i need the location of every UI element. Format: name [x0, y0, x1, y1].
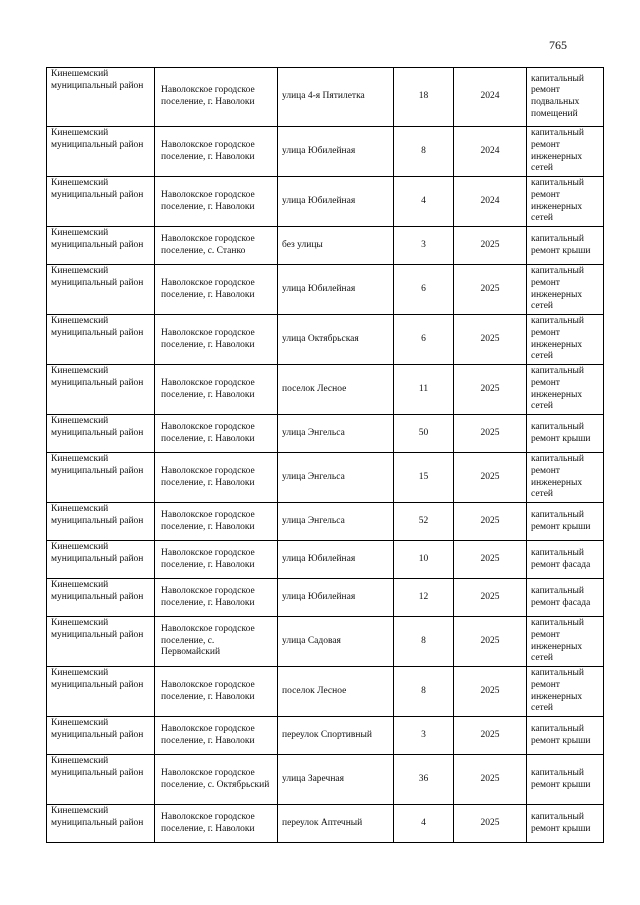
street-cell: улица Октябрьская	[278, 315, 394, 365]
settlement-cell: Наволокское городское поселение, с. Октябрьский	[155, 755, 278, 805]
street-cell: улица Юбилейная	[278, 177, 394, 227]
settlement-cell: Наволокское городское поселение, г. Наволоки	[155, 415, 278, 453]
work-type-cell: капитальный ремонт инженерных сетей	[527, 127, 604, 177]
settlement-cell: Наволокское городское поселение, г. Наволоки	[155, 667, 278, 717]
table-row	[47, 579, 604, 617]
work-type-cell: капитальный ремонт подвальных помещений	[527, 68, 604, 127]
work-type-cell: капитальный ремонт крыши	[527, 227, 604, 265]
settlement-cell: Наволокское городское поселение, г. Наволоки	[155, 315, 278, 365]
table-row	[47, 315, 604, 365]
settlement-cell: Наволокское городское поселение, г. Наволоки	[155, 177, 278, 227]
table-row	[47, 365, 604, 415]
year-cell: 2025	[454, 315, 527, 365]
settlement-cell: Наволокское городское поселение, с. Станко	[155, 227, 278, 265]
house-number-cell: 4	[394, 177, 454, 227]
year-cell: 2024	[454, 68, 527, 127]
work-type-cell: капитальный ремонт инженерных сетей	[527, 177, 604, 227]
settlement-cell: Наволокское городское поселение, г. Наволоки	[155, 127, 278, 177]
year-cell: 2025	[454, 717, 527, 755]
street-cell: улица Энгельса	[278, 453, 394, 503]
street-cell: улица Юбилейная	[278, 541, 394, 579]
settlement-cell: Наволокское городское поселение, г. Наволоки	[155, 579, 278, 617]
year-cell: 2025	[454, 227, 527, 265]
table-row	[47, 265, 604, 315]
district-cell: Кинешемский муниципальный район	[47, 755, 155, 805]
table-row	[47, 617, 604, 667]
year-cell: 2025	[454, 365, 527, 415]
house-number-cell: 8	[394, 127, 454, 177]
table-row	[47, 755, 604, 805]
street-cell: улица Энгельса	[278, 415, 394, 453]
street-cell: переулок Аптечный	[278, 805, 394, 843]
year-cell: 2024	[454, 177, 527, 227]
work-type-cell: капитальный ремонт фасада	[527, 579, 604, 617]
table-row	[47, 453, 604, 503]
district-cell: Кинешемский муниципальный район	[47, 805, 155, 843]
settlement-cell: Наволокское городское поселение, г. Наволоки	[155, 453, 278, 503]
table-row	[47, 667, 604, 717]
year-cell: 2025	[454, 503, 527, 541]
settlement-cell: Наволокское городское поселение, г. Наволоки	[155, 805, 278, 843]
table-row	[47, 717, 604, 755]
settlement-cell: Наволокское городское поселение, г. Наволоки	[155, 265, 278, 315]
district-cell: Кинешемский муниципальный район	[47, 541, 155, 579]
work-type-cell: капитальный ремонт крыши	[527, 415, 604, 453]
district-cell: Кинешемский муниципальный район	[47, 453, 155, 503]
street-cell: улица Заречная	[278, 755, 394, 805]
street-cell: без улицы	[278, 227, 394, 265]
street-cell: улица Энгельса	[278, 503, 394, 541]
year-cell: 2025	[454, 755, 527, 805]
work-type-cell: капитальный ремонт инженерных сетей	[527, 265, 604, 315]
year-cell: 2025	[454, 805, 527, 843]
district-cell: Кинешемский муниципальный район	[47, 68, 155, 127]
settlement-cell: Наволокское городское поселение, г. Наволоки	[155, 717, 278, 755]
year-cell: 2025	[454, 579, 527, 617]
house-number-cell: 3	[394, 227, 454, 265]
district-cell: Кинешемский муниципальный район	[47, 717, 155, 755]
table-row	[47, 227, 604, 265]
table-row	[47, 127, 604, 177]
settlement-cell: Наволокское городское поселение, г. Наволоки	[155, 503, 278, 541]
street-cell: поселок Лесное	[278, 365, 394, 415]
street-cell: улица Юбилейная	[278, 265, 394, 315]
table-row	[47, 541, 604, 579]
year-cell: 2025	[454, 415, 527, 453]
table-row	[47, 415, 604, 453]
district-cell: Кинешемский муниципальный район	[47, 177, 155, 227]
year-cell: 2025	[454, 541, 527, 579]
page-number: 765	[549, 38, 567, 52]
settlement-cell: Наволокское городское поселение, г. Наволоки	[155, 365, 278, 415]
district-cell: Кинешемский муниципальный район	[47, 127, 155, 177]
table-row	[47, 503, 604, 541]
house-number-cell: 18	[394, 68, 454, 127]
year-cell: 2025	[454, 667, 527, 717]
year-cell: 2025	[454, 265, 527, 315]
street-cell: улица Юбилейная	[278, 579, 394, 617]
house-number-cell: 36	[394, 755, 454, 805]
house-number-cell: 8	[394, 667, 454, 717]
house-number-cell: 50	[394, 415, 454, 453]
district-cell: Кинешемский муниципальный район	[47, 503, 155, 541]
settlement-cell: Наволокское городское поселение, с. Первомайский	[155, 617, 278, 667]
house-number-cell: 12	[394, 579, 454, 617]
work-type-cell: капитальный ремонт крыши	[527, 503, 604, 541]
work-type-cell: капитальный ремонт инженерных сетей	[527, 315, 604, 365]
district-cell: Кинешемский муниципальный район	[47, 315, 155, 365]
table-body	[47, 68, 604, 843]
house-number-cell: 3	[394, 717, 454, 755]
district-cell: Кинешемский муниципальный район	[47, 227, 155, 265]
work-type-cell: капитальный ремонт крыши	[527, 805, 604, 843]
house-number-cell: 15	[394, 453, 454, 503]
street-cell: улица Юбилейная	[278, 127, 394, 177]
street-cell: улица 4-я Пятилетка	[278, 68, 394, 127]
house-number-cell: 4	[394, 805, 454, 843]
house-number-cell: 6	[394, 265, 454, 315]
settlement-cell: Наволокское городское поселение, г. Наволоки	[155, 68, 278, 127]
year-cell: 2025	[454, 617, 527, 667]
street-cell: улица Садовая	[278, 617, 394, 667]
work-type-cell: капитальный ремонт крыши	[527, 717, 604, 755]
district-cell: Кинешемский муниципальный район	[47, 365, 155, 415]
street-cell: переулок Спортивный	[278, 717, 394, 755]
settlement-cell: Наволокское городское поселение, г. Наволоки	[155, 541, 278, 579]
street-cell: поселок Лесное	[278, 667, 394, 717]
house-number-cell: 8	[394, 617, 454, 667]
house-number-cell: 52	[394, 503, 454, 541]
work-type-cell: капитальный ремонт инженерных сетей	[527, 667, 604, 717]
district-cell: Кинешемский муниципальный район	[47, 667, 155, 717]
work-type-cell: капитальный ремонт инженерных сетей	[527, 453, 604, 503]
district-cell: Кинешемский муниципальный район	[47, 579, 155, 617]
repair-schedule-table	[46, 67, 604, 843]
district-cell: Кинешемский муниципальный район	[47, 415, 155, 453]
work-type-cell: капитальный ремонт крыши	[527, 755, 604, 805]
table-row	[47, 805, 604, 843]
table-row	[47, 177, 604, 227]
house-number-cell: 11	[394, 365, 454, 415]
house-number-cell: 6	[394, 315, 454, 365]
district-cell: Кинешемский муниципальный район	[47, 265, 155, 315]
year-cell: 2025	[454, 453, 527, 503]
work-type-cell: капитальный ремонт инженерных сетей	[527, 365, 604, 415]
year-cell: 2024	[454, 127, 527, 177]
district-cell: Кинешемский муниципальный район	[47, 617, 155, 667]
work-type-cell: капитальный ремонт фасада	[527, 541, 604, 579]
work-type-cell: капитальный ремонт инженерных сетей	[527, 617, 604, 667]
house-number-cell: 10	[394, 541, 454, 579]
table-row	[47, 68, 604, 127]
